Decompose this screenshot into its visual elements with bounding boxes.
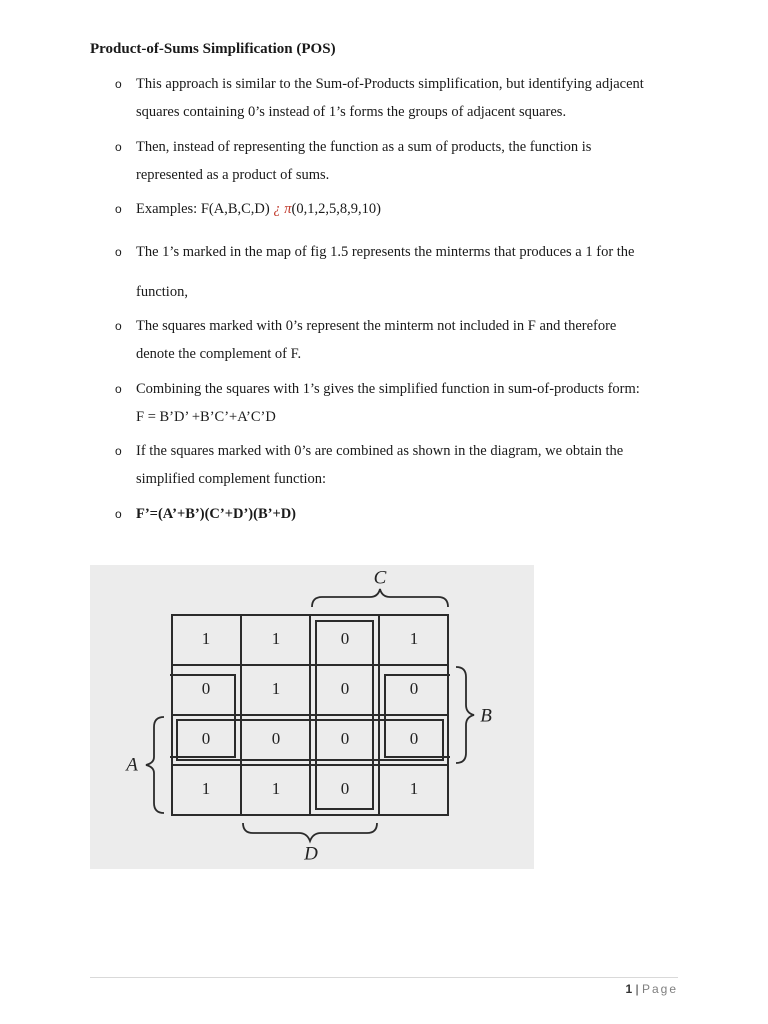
brace-a bbox=[146, 717, 164, 813]
item-line: function, bbox=[136, 284, 188, 300]
list-item bbox=[115, 437, 685, 493]
pos-function: F’=(A’+B’)(C’+D’)(B’+D) bbox=[136, 506, 297, 522]
item-line: If the squares marked with 0’s are combined as shown in the diagram, we obtain the bbox=[136, 443, 624, 459]
kmap-label-d: D bbox=[304, 843, 318, 865]
kmap-label-b: B bbox=[480, 705, 492, 727]
list-item bbox=[115, 312, 685, 368]
kmap-cell: 0 bbox=[201, 678, 211, 698]
item-line: squares containing 0’s instead of 1’s forms the groups of adjacent squares. bbox=[136, 104, 567, 120]
sop-function: F = B’D’ +B’C’+A’C’D bbox=[136, 409, 276, 425]
kmap-cell: 0 bbox=[409, 678, 419, 698]
kmap-cell: 1 bbox=[201, 778, 211, 798]
section-heading: Product-of-Sums Simplification (POS) bbox=[90, 41, 336, 57]
kmap-label-a: A bbox=[126, 754, 138, 776]
item-line: Then, instead of representing the function as a sum of products, the function is bbox=[136, 139, 592, 155]
footer-divider bbox=[90, 977, 678, 978]
list-item bbox=[115, 70, 685, 126]
product-symbol: ¿ π bbox=[273, 201, 292, 217]
kmap-cell: 0 bbox=[340, 628, 350, 648]
page-footer bbox=[625, 982, 678, 996]
bullet-marker: o bbox=[115, 77, 122, 91]
bullet-marker: o bbox=[115, 245, 122, 259]
karnaugh-map-figure bbox=[90, 565, 534, 869]
item-line: Combining the squares with 1’s gives the simplified function in sum-of-products form: bbox=[136, 381, 640, 397]
page-word: Page bbox=[641, 982, 678, 996]
kmap-cell: 0 bbox=[340, 778, 350, 798]
footer-separator: | bbox=[632, 982, 642, 996]
bullet-marker: o bbox=[115, 444, 122, 458]
bullet-marker: o bbox=[115, 319, 122, 333]
list-item bbox=[115, 133, 685, 189]
item-line: represented as a product of sums. bbox=[136, 167, 330, 183]
kmap-label-c: C bbox=[373, 567, 387, 589]
page-number: 1 bbox=[625, 982, 633, 996]
item-line: simplified complement function: bbox=[136, 471, 327, 487]
item-line: The 1’s marked in the map of fig 1.5 represents the minterms that produces a 1 for the bbox=[136, 244, 635, 260]
list-item bbox=[115, 232, 685, 312]
example-minterms: (0,1,2,5,8,9,10) bbox=[291, 201, 381, 217]
brace-c bbox=[312, 589, 448, 607]
brace-b bbox=[456, 667, 474, 763]
list-item bbox=[115, 195, 685, 223]
bullet-marker: o bbox=[115, 507, 122, 521]
item-line: This approach is similar to the Sum-of-Products simplification, but identifying adjacent bbox=[136, 76, 644, 92]
item-line: denote the complement of F. bbox=[136, 346, 302, 362]
kmap-cell: 1 bbox=[271, 678, 281, 698]
kmap-cell: 1 bbox=[409, 778, 419, 798]
example-prefix: Examples: F(A,B,C,D) bbox=[136, 201, 274, 217]
kmap-cell: 1 bbox=[271, 778, 281, 798]
kmap-cell: 0 bbox=[201, 728, 211, 748]
list-item bbox=[115, 375, 685, 431]
bullet-marker: o bbox=[115, 202, 122, 216]
bullet-marker: o bbox=[115, 382, 122, 396]
kmap-cell: 0 bbox=[271, 728, 281, 748]
kmap-cell: 1 bbox=[201, 628, 211, 648]
kmap-cell: 1 bbox=[409, 628, 419, 648]
list-item bbox=[115, 500, 685, 528]
kmap-cell: 1 bbox=[271, 628, 281, 648]
brace-d bbox=[243, 823, 377, 841]
kmap-cell: 0 bbox=[409, 728, 419, 748]
item-line: The squares marked with 0’s represent the minterm not included in F and therefore bbox=[136, 318, 617, 334]
kmap-cell: 0 bbox=[340, 678, 350, 698]
bullet-marker: o bbox=[115, 140, 122, 154]
kmap-cell: 0 bbox=[340, 728, 350, 748]
